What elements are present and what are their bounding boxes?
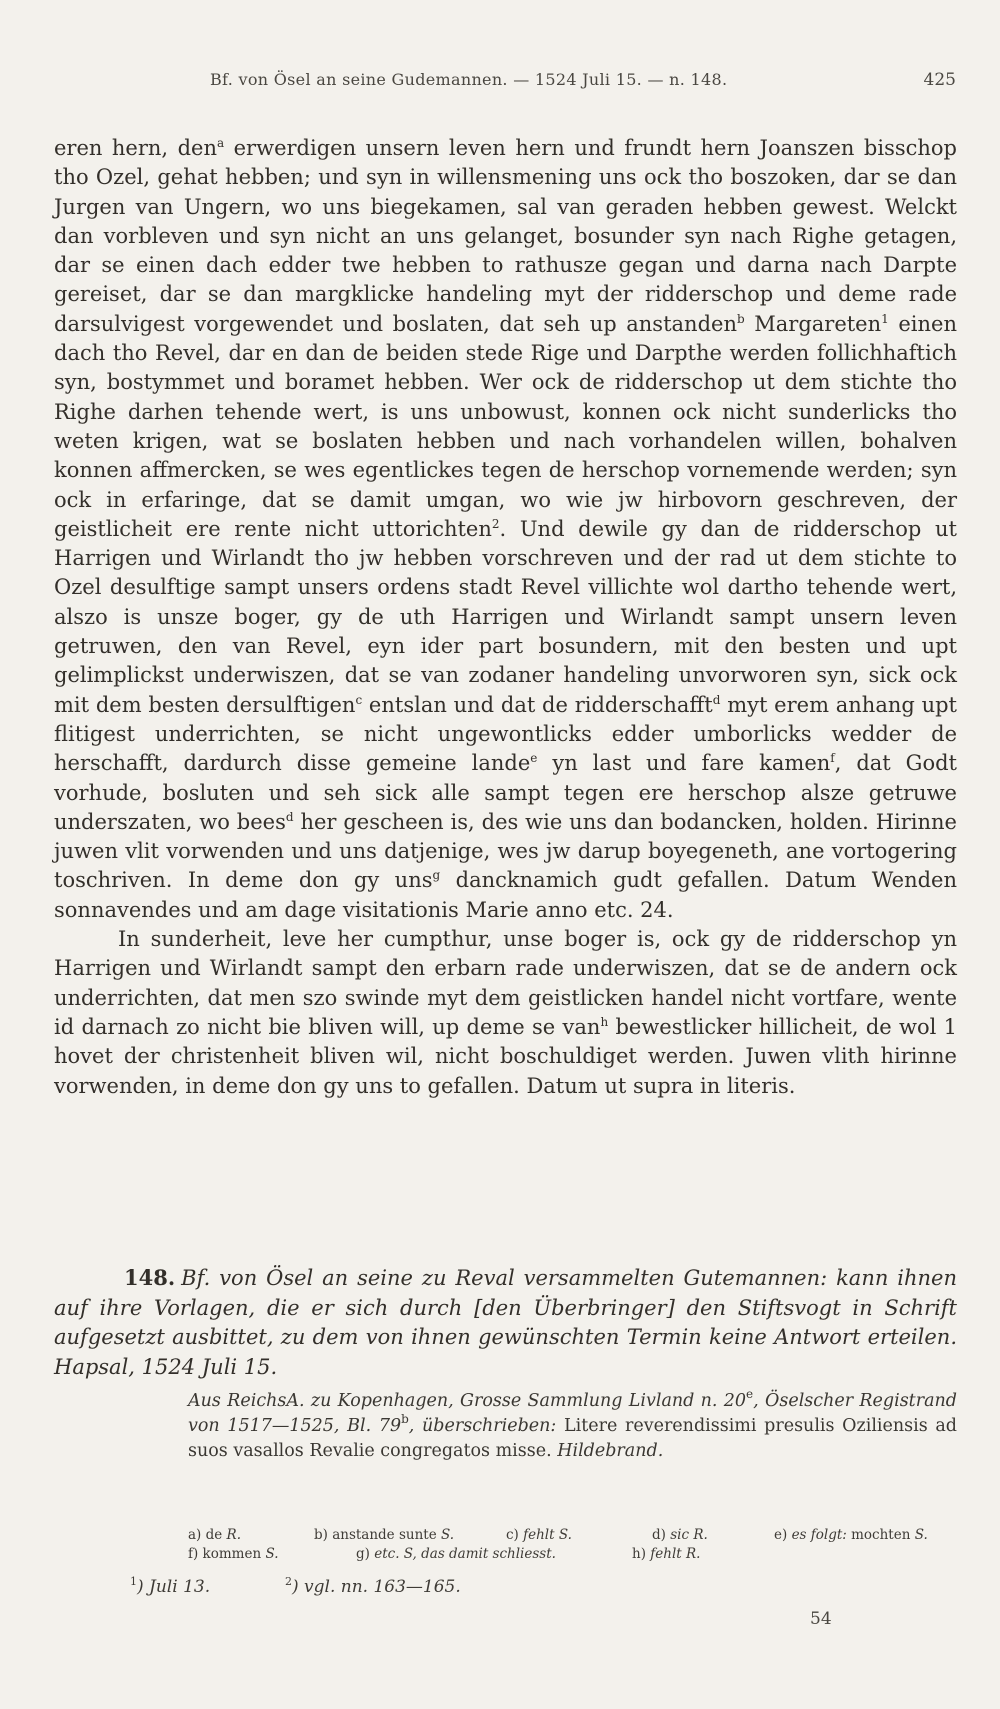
source-editor: Hildebrand. — [551, 1441, 664, 1461]
source-superscript: e — [746, 1387, 754, 1401]
footnote-g: g) etc. S, das damit schliesst. — [356, 1546, 556, 1562]
footnote-marker: d — [285, 809, 294, 824]
footnote-marker: b — [736, 311, 745, 326]
footnote-row — [188, 1526, 958, 1545]
source-registrand: , Öselscher Registrand von 1517—1525, Bl. 79 — [188, 1391, 957, 1436]
source-archive: Aus ReichsA. zu Kopenhagen, Grosse Sammlung Livland n. 20 — [188, 1391, 747, 1411]
footnote-marker: a — [216, 136, 225, 150]
text-run: erwerdigen unsern leven hern und frundt hern Joanszen bisschop tho Ozel, gehat hebben; und syn in willensmening uns ock tho boszoken, dar se dan Jurgen van Ungern, wo uns biegekamen, sal van geraden hebben gewest. Welckt dan vorbleven und syn nicht an uns gelanget, bosunder syn nach Righe getagen, dar se einen dach edder twe hebben to rathusze gegan und darna nach Darpte gereiset, dar se dan margklicke handeling myt der ridderschop und deme rade darsulvigest vorgewendet und boslaten, dat seh up anstanden — [54, 136, 957, 336]
source-original-heading: Litere reverendissimi presulis Oziliensis ad suos vasallos Revalie congregatos misse. — [188, 1416, 958, 1461]
document-regest: Bf. von Ösel an seine zu Reval versammelten Gutemannen: kann ihnen auf ihre Vorlagen, die er sich durch [den Überbringer] den Stiftsvogt in Schrift aufgesetzt ausbittet, zu dem von ihnen gewünschten Termin keine Antwort erteilen. Hapsal, 1524 Juli 15. — [54, 1266, 957, 1379]
text-run: eren hern, den — [54, 136, 217, 160]
document-number: 148. — [124, 1265, 176, 1290]
footnote-1: $^1$) Juli 13. — [130, 1575, 211, 1597]
source-note — [188, 1389, 957, 1464]
textual-footnotes — [188, 1526, 958, 1564]
footnote-b: b) anstande sunte S. — [314, 1527, 455, 1543]
text-run: . Und dewile gy dan de ridderschop ut Harrigen und Wirlandt tho jw hebben vorschreven und der rad ut dem stichte to Ozel desulftige sampt unsers ordens stadt Revel villichte wol dartho tehende wert, alszo is unsze boger, gy de uth Harrigen und Wirlandt sampt unsern leven getruwen, den van Revel, eyn ider part bosundern, mit den besten und upt gelimplickst underwiszen, dat se van zodaner handeling unvorworen syn, sick ock mit dem besten dersulftigen — [54, 516, 957, 717]
footnote-marker: h — [600, 1014, 609, 1029]
footnote-c: c) fehlt S. — [506, 1527, 572, 1543]
footnote-marker: 1 — [881, 311, 889, 326]
page-number: 425 — [923, 70, 956, 90]
text-run: In sunderheit, leve her cumpthur, unse boger is, ock gy de ridderschop yn Harrigen und Wirlandt sampt den erbarn rade underwiszen, dat se de andern ock underrichten, dat men szo swinde myt dem geistlicken handel nicht vortfare, wente id darnach zo nicht bie bliven will, up deme se van — [54, 927, 957, 1039]
footnote-e: e) es folgt: mochten S. — [774, 1527, 928, 1543]
footnote-marker: 2 — [491, 516, 500, 531]
document-header — [54, 1263, 957, 1382]
text-run: entslan und dat de ridderschafft — [362, 692, 713, 717]
text-run: yn last und fare kamen — [537, 751, 831, 776]
text-run: dancknamich gudt gefallen. Datum Wenden sonnavendes und am dage visitationis Marie anno etc. 24. — [54, 868, 958, 922]
text-run: her gescheen is, des wie uns dan bodancken, holden. Hirinne juwen vlit vorwenden und uns datjenige, wes jw darup boyegeneth, ane vortogering toschriven. In deme don gy uns — [54, 809, 957, 893]
letter-body — [54, 134, 957, 1101]
source-heading-label: , überschrieben: — [408, 1416, 557, 1436]
text-run: , dat Godt vorhude, bosluten und seh sick alle sampt tegen ere herschop alsze getruwe underszaten, wo bees — [54, 751, 957, 834]
signature-mark: 54 — [810, 1609, 832, 1629]
footnote-2: $^2$) vgl. nn. 163—165. — [285, 1575, 461, 1597]
footnote-a: a) de R. — [188, 1527, 242, 1543]
running-head-title: Bf. von Ösel an seine Gudemannen. — 1524 Juli 15. — n. 148. — [210, 70, 728, 89]
text-run: bewestlicker hillicheit, de wol 1 hovet der christenheit bliven wil, nicht boschuldiget werden. Juwen vlith hirinne vorwenden, in deme don gy uns to gefallen. Datum ut supra in literis. — [54, 1014, 957, 1098]
footnote-marker: g — [432, 868, 441, 883]
footnote-marker: c — [355, 692, 363, 707]
footnote-row — [188, 1545, 958, 1564]
text-run: myt erem anhang upt flitigest underrichten, se nicht ungewontlicks edder umborlicks wedder de herschafft, dardurch disse gemeine lande — [54, 692, 957, 776]
text-run: Margareten — [744, 311, 882, 336]
footnote-marker: f — [830, 751, 835, 766]
footnote-marker: d — [712, 692, 721, 707]
footnote-marker: e — [530, 751, 538, 766]
footnote-f: f) kommen S. — [188, 1546, 279, 1562]
running-head — [0, 70, 1000, 100]
footnote-d: d) sic R. — [652, 1527, 708, 1543]
footnote-h: h) fehlt R. — [632, 1546, 701, 1562]
source-superscript: b — [401, 1412, 409, 1426]
body-paragraph-2 — [54, 925, 957, 1101]
text-run: einen dach tho Revel, dar en dan de beiden stede Rige und Darpthe werden follichhaftich syn, bostymmet und boramet hebben. Wer ock de ridderschop ut dem stichte tho Righe darhen tehende wert, is uns unbowust, konnen ock nicht sunderlicks tho weten krigen, wat se boslaten hebben und nach vorhandelen willen, bohalven konnen affmercken, se wes egentlickes tegen de herschop vornemende werden; syn ock in erfaringe, dat se damit umgan, wo wie jw hirbovorn geschreven, der geistlicheit ere rente nicht uttorichten — [54, 311, 957, 541]
body-paragraph-1 — [54, 134, 957, 925]
